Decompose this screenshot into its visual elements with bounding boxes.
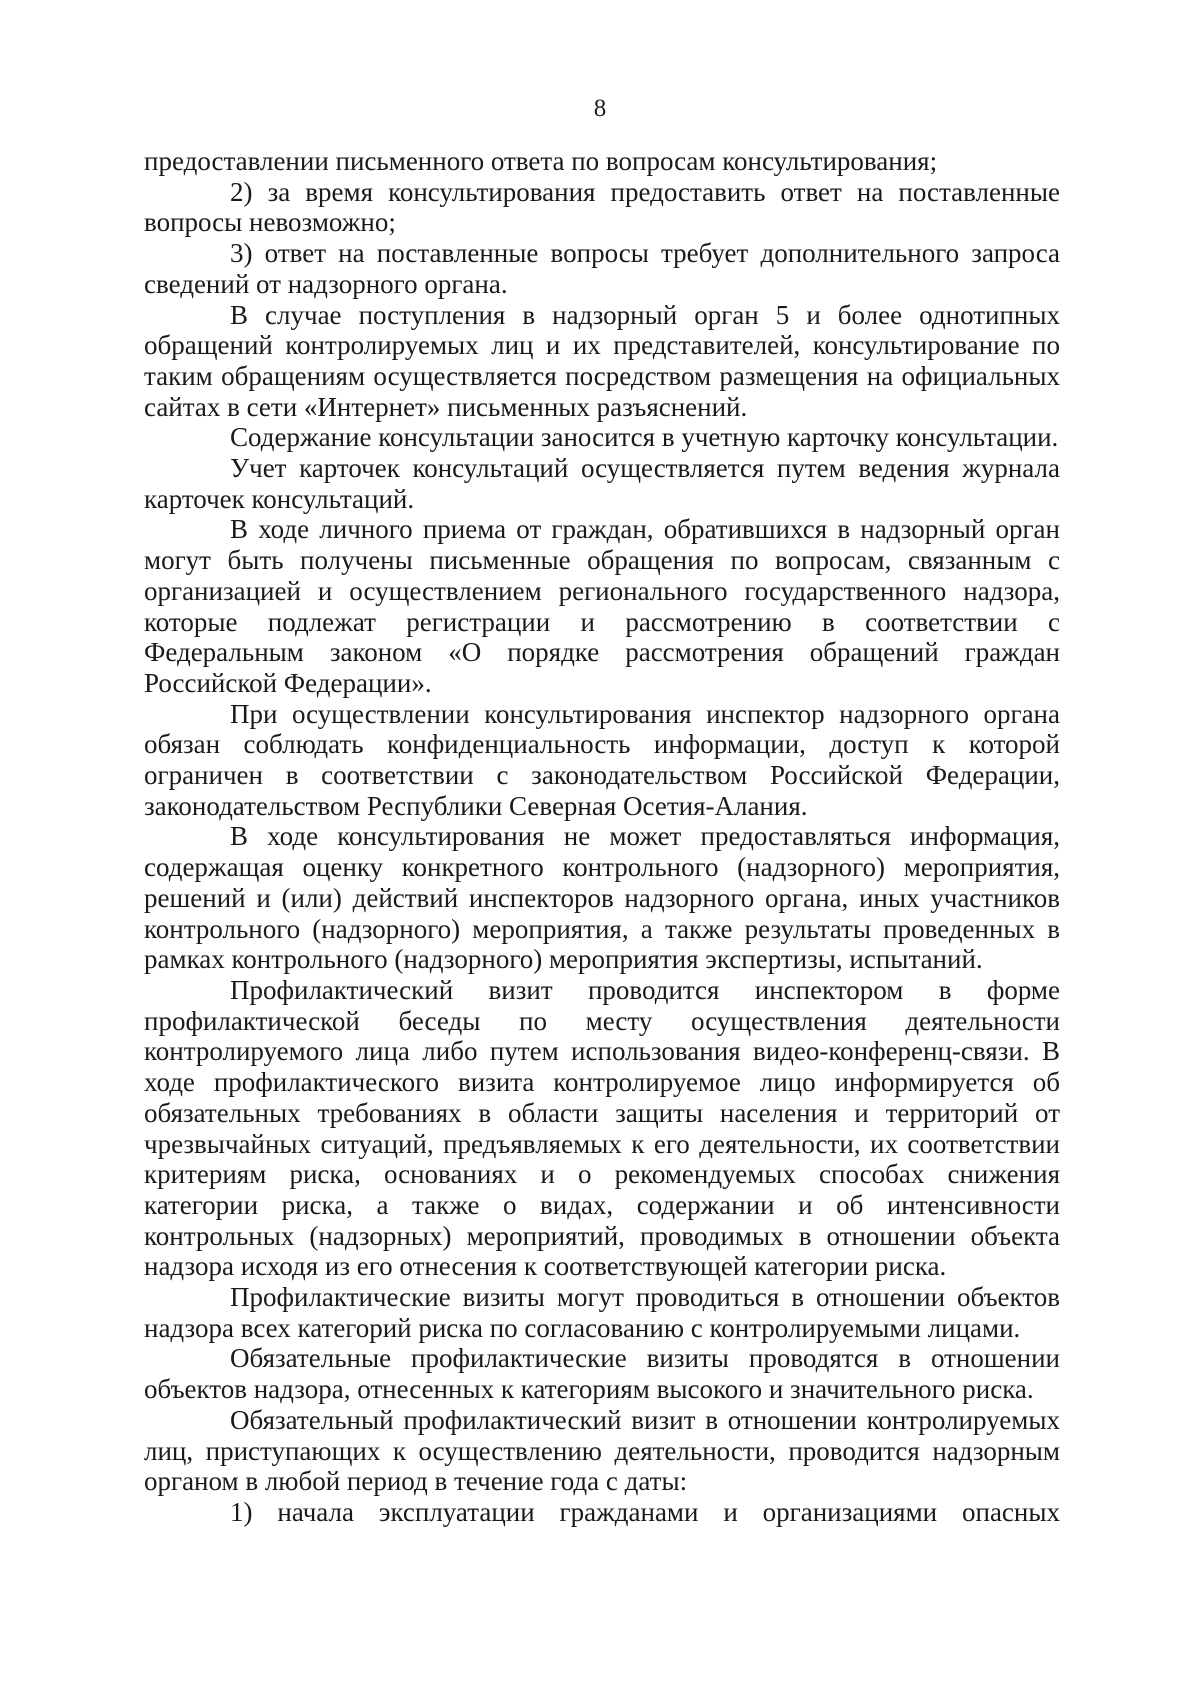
paragraph: Содержание консультации заносится в учетную карточку консультации. [230, 422, 1059, 453]
document-body [144, 146, 1060, 1528]
paragraph: В ходе консультирования не может предоставляться информация, содержащая оценку конкретного контрольного (надзорного) мероприятия, решений и (или) действий инспекторов надзорного органа, иных участников контрольного (надзорного) мероприятия, а также результаты проведенных в рамках контрольного (надзорного) мероприятия экспертизы, испытаний. [144, 821, 1060, 975]
paragraph: При осуществлении консультирования инспектор надзорного органа обязан соблюдать конфиденциальность информации, доступ к которой ограничен в соответствии с законодательством Российской Федерации, законодательством Республики Северная Осетия-Алания. [144, 698, 1060, 821]
paragraph: 1) начала эксплуатации гражданами и организациями опасных [230, 1496, 1060, 1527]
paragraph: Профилактические визиты могут проводиться в отношении объектов надзора всех категорий риска по согласованию с контролируемыми лицами. [144, 1282, 1060, 1343]
paragraph: Профилактический визит проводится инспектором в форме профилактической беседы по месту осуществления деятельности контролируемого лица либо путем использования видео-конференц-связи. В ходе профилактического визита контролируемое лицо информируется об обязательных требованиях в области защиты населения и территорий от чрезвычайных ситуаций, предъявляемых к его деятельности, их соответствии критериям риска, основаниях и о рекомендуемых способах снижения категории риска, а также о видах, содержании и об интенсивности контрольных (надзорных) мероприятий, проводимых в отношении объекта надзора исходя из его отнесения к соответствующей категории риска. [144, 974, 1060, 1282]
paragraph: Обязательные профилактические визиты проводятся в отношении объектов надзора, отнесенных к категориям высокого и значительного риска. [144, 1343, 1060, 1405]
paragraph: В ходе личного приема от граждан, обратившихся в надзорный орган могут быть получены письменные обращения по вопросам, связанным с организацией и осуществлением регионального государственного надзора, которые подлежат регистрации и рассмотрению в соответствии с Федеральным законом «О порядке рассмотрения обращений граждан Российской Федерации». [144, 514, 1060, 698]
page-number: 8 [593, 95, 607, 122]
paragraph: 3) ответ на поставленные вопросы требует дополнительного запроса сведений от надзорного органа. [144, 238, 1060, 299]
paragraph: Обязательный профилактический визит в отношении контролируемых лиц, приступающих к осуществлению деятельности, проводится надзорным органом в любой период в течение года с даты: [144, 1404, 1060, 1497]
paragraph: 2) за время консультирования предоставить ответ на поставленные вопросы невозможно; [144, 176, 1060, 238]
paragraph: В случае поступления в надзорный орган 5 и более однотипных обращений контролируемых лиц и их представителей, консультирование по таким обращениям осуществляется посредством размещения на официальных сайтах в сети «Интернет» письменных разъяснений. [144, 299, 1060, 422]
paragraph: предоставлении письменного ответа по вопросам консультирования; [144, 146, 938, 176]
paragraph: Учет карточек консультаций осуществляется путем ведения журнала карточек консультаций. [144, 453, 1060, 514]
